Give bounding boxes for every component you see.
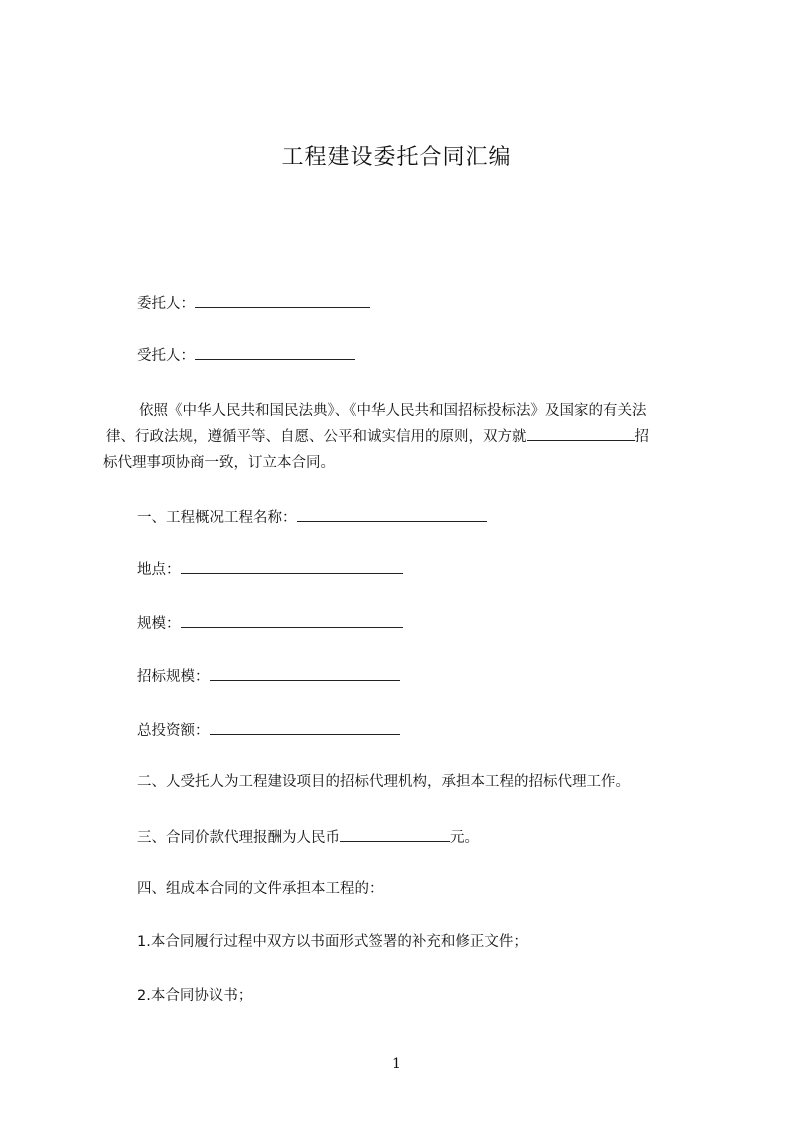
section-3-line (137, 826, 479, 848)
project-name-blank[interactable] (527, 425, 635, 441)
total-investment-blank[interactable] (210, 719, 400, 735)
intro-line-1: 依照《中华人民共和国民法典》、《中华人民共和国招标投标法》及国家的有关法 (139, 403, 647, 419)
total-investment-line (137, 719, 400, 741)
section-3-unit: 元。 (450, 830, 479, 846)
intro-line-3: 标代理事项协商一致，订立本合同。 (103, 455, 335, 471)
intro-paragraph (103, 398, 700, 476)
section-1-label: 一、工程概况工程名称： (137, 510, 297, 526)
item-2-line: 2.本合同协议书； (137, 988, 253, 1004)
bid-scale-label: 招标规模： (137, 669, 210, 685)
bid-scale-line (137, 665, 400, 687)
section-1-line (137, 506, 487, 528)
item-1-line: 1.本合同履行过程中双方以书面形式签署的补充和修正文件； (137, 934, 528, 950)
fee-amount-blank[interactable] (340, 826, 450, 842)
intro-line-2-text: 律、行政法规，遵循平等、自愿、公平和诚实信用的原则，双方就 (106, 429, 527, 445)
agent-blank[interactable] (195, 344, 355, 360)
total-investment-label: 总投资额： (137, 723, 210, 739)
section-3-label: 三、合同价款代理报酬为人民币 (137, 830, 340, 846)
agent-label: 受托人： (137, 348, 195, 364)
location-blank[interactable] (181, 558, 403, 574)
location-line (137, 558, 403, 580)
principal-label: 委托人： (137, 296, 195, 312)
scale-label: 规模： (137, 616, 181, 632)
principal-blank[interactable] (195, 292, 370, 308)
intro-line-2-end: 招 (634, 429, 649, 445)
principal-line (137, 292, 370, 314)
intro-line-2 (103, 424, 700, 450)
project-title-blank[interactable] (297, 506, 487, 522)
section-2-line: 二、人受托人为工程建设项目的招标代理机构，承担本工程的招标代理工作。 (137, 774, 630, 790)
page-number: 1 (392, 1056, 401, 1072)
scale-blank[interactable] (181, 612, 403, 628)
page-title: 工程建设委托合同汇编 (281, 145, 512, 170)
bid-scale-blank[interactable] (210, 665, 400, 681)
section-4-line: 四、组成本合同的文件承担本工程的： (137, 881, 384, 897)
scale-line (137, 612, 403, 634)
agent-line (137, 344, 355, 366)
location-label: 地点： (137, 562, 181, 578)
